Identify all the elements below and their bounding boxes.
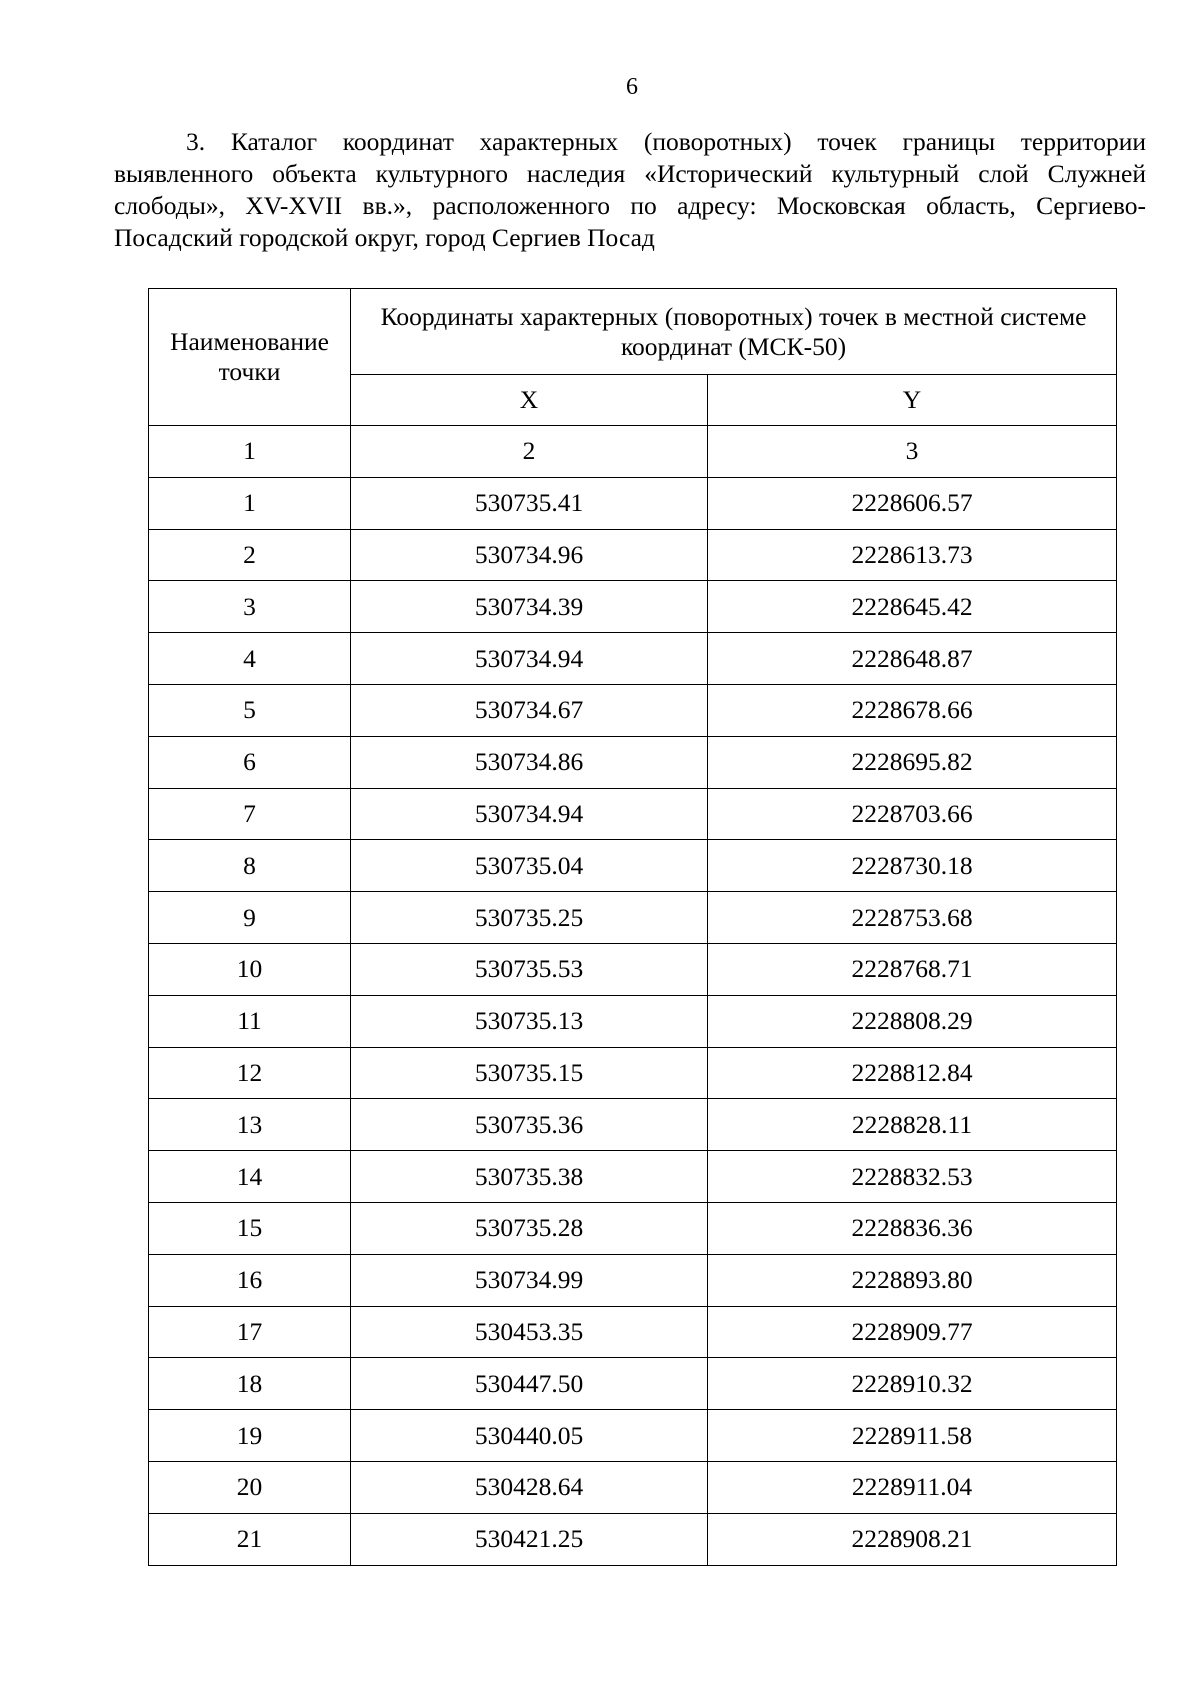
table-row (149, 1410, 1117, 1462)
point-name-cell: 2 (149, 529, 351, 581)
coordinates-table (148, 288, 1117, 1566)
point-name-cell: 20 (149, 1461, 351, 1513)
x-coordinate-cell: 530735.41 (351, 477, 708, 529)
x-coordinate-cell: 530440.05 (351, 1410, 708, 1462)
table-row (149, 995, 1117, 1047)
y-coordinate-cell: 2228911.58 (708, 1410, 1117, 1462)
table-row (149, 1358, 1117, 1410)
y-coordinate-cell: 2228808.29 (708, 995, 1117, 1047)
y-coordinate-cell: 2228613.73 (708, 529, 1117, 581)
point-name-cell: 1 (149, 477, 351, 529)
table-row (149, 633, 1117, 685)
y-coordinate-cell: 2228909.77 (708, 1306, 1117, 1358)
table-row (149, 1254, 1117, 1306)
y-coordinate-cell: 2228836.36 (708, 1202, 1117, 1254)
table-row (149, 581, 1117, 633)
y-coordinate-cell: 2228768.71 (708, 943, 1117, 995)
point-name-cell: 8 (149, 840, 351, 892)
point-name-cell: 18 (149, 1358, 351, 1410)
x-coordinate-cell: 530735.04 (351, 840, 708, 892)
table-row (149, 477, 1117, 529)
point-name-cell: 9 (149, 892, 351, 944)
y-coordinate-cell: 2228828.11 (708, 1099, 1117, 1151)
x-coordinate-cell: 530735.36 (351, 1099, 708, 1151)
x-coordinate-cell: 530735.15 (351, 1047, 708, 1099)
table-row (149, 1202, 1117, 1254)
x-coordinate-cell: 530734.96 (351, 529, 708, 581)
column-number: 2 (351, 426, 708, 478)
y-coordinate-cell: 2228730.18 (708, 840, 1117, 892)
catalog-intro-paragraph: 3. Каталог координат характерных (поворотных) точек границы территории выявленного объекта культурного наследия «Исторический культурный слой Служней слободы», XV-XVII вв.», расположенного по адресу: Московская область, Сергиево-Посадский городской округ, город Сергиев Посад (114, 127, 1146, 252)
point-name-cell: 6 (149, 736, 351, 788)
page-number: 6 (626, 74, 638, 100)
coords-header (351, 289, 1117, 375)
table-row (149, 529, 1117, 581)
x-coordinate-cell: 530734.94 (351, 633, 708, 685)
x-coordinate-cell: 530735.25 (351, 892, 708, 944)
y-coordinate-cell: 2228832.53 (708, 1151, 1117, 1203)
y-coordinate-cell: 2228695.82 (708, 736, 1117, 788)
point-name-cell: 17 (149, 1306, 351, 1358)
table-row (149, 892, 1117, 944)
table-row (149, 1461, 1117, 1513)
point-name-cell: 5 (149, 684, 351, 736)
x-coordinate-cell: 530735.28 (351, 1202, 708, 1254)
point-name-cell: 3 (149, 581, 351, 633)
x-coordinate-cell: 530734.86 (351, 736, 708, 788)
table-row (149, 1047, 1117, 1099)
table-row (149, 1513, 1117, 1565)
x-coordinate-cell: 530734.99 (351, 1254, 708, 1306)
x-coordinate-cell: 530453.35 (351, 1306, 708, 1358)
point-name-cell: 16 (149, 1254, 351, 1306)
column-number: 3 (708, 426, 1117, 478)
point-name-header-label: Наименование точки (170, 327, 329, 386)
point-name-cell: 21 (149, 1513, 351, 1565)
point-name-cell: 7 (149, 788, 351, 840)
point-name-cell: 12 (149, 1047, 351, 1099)
coords-header-label: Координаты характерных (поворотных) точек в местной системе координат (МСК-50) (380, 301, 1087, 361)
point-name-cell: 14 (149, 1151, 351, 1203)
table-row (149, 1151, 1117, 1203)
point-name-cell: 19 (149, 1410, 351, 1462)
x-coordinate-cell: 530421.25 (351, 1513, 708, 1565)
table-row (149, 943, 1117, 995)
column-number-row (149, 426, 1117, 478)
x-coordinate-cell: 530735.38 (351, 1151, 708, 1203)
point-name-cell: 13 (149, 1099, 351, 1151)
table-row (149, 1306, 1117, 1358)
y-coordinate-cell: 2228678.66 (708, 684, 1117, 736)
x-coordinate-cell: 530428.64 (351, 1461, 708, 1513)
table-row (149, 684, 1117, 736)
y-coordinate-cell: 2228606.57 (708, 477, 1117, 529)
point-name-cell: 10 (149, 943, 351, 995)
table-row (149, 840, 1117, 892)
point-name-cell: 11 (149, 995, 351, 1047)
y-coordinate-cell: 2228910.32 (708, 1358, 1117, 1410)
y-coordinate-cell: 2228908.21 (708, 1513, 1117, 1565)
y-coordinate-cell: 2228753.68 (708, 892, 1117, 944)
point-name-cell: 4 (149, 633, 351, 685)
x-coordinate-cell: 530734.39 (351, 581, 708, 633)
y-coordinate-cell: 2228812.84 (708, 1047, 1117, 1099)
y-coordinate-cell: 2228911.04 (708, 1461, 1117, 1513)
x-header: X (351, 375, 708, 426)
point-name-cell: 15 (149, 1202, 351, 1254)
x-coordinate-cell: 530734.67 (351, 684, 708, 736)
x-coordinate-cell: 530734.94 (351, 788, 708, 840)
y-coordinate-cell: 2228645.42 (708, 581, 1117, 633)
y-coordinate-cell: 2228703.66 (708, 788, 1117, 840)
x-coordinate-cell: 530735.53 (351, 943, 708, 995)
y-header: Y (708, 375, 1117, 426)
table-row (149, 788, 1117, 840)
x-coordinate-cell: 530735.13 (351, 995, 708, 1047)
table-row (149, 1099, 1117, 1151)
point-name-header (149, 289, 351, 426)
y-coordinate-cell: 2228648.87 (708, 633, 1117, 685)
y-coordinate-cell: 2228893.80 (708, 1254, 1117, 1306)
table-row (149, 736, 1117, 788)
column-number: 1 (149, 426, 351, 478)
x-coordinate-cell: 530447.50 (351, 1358, 708, 1410)
